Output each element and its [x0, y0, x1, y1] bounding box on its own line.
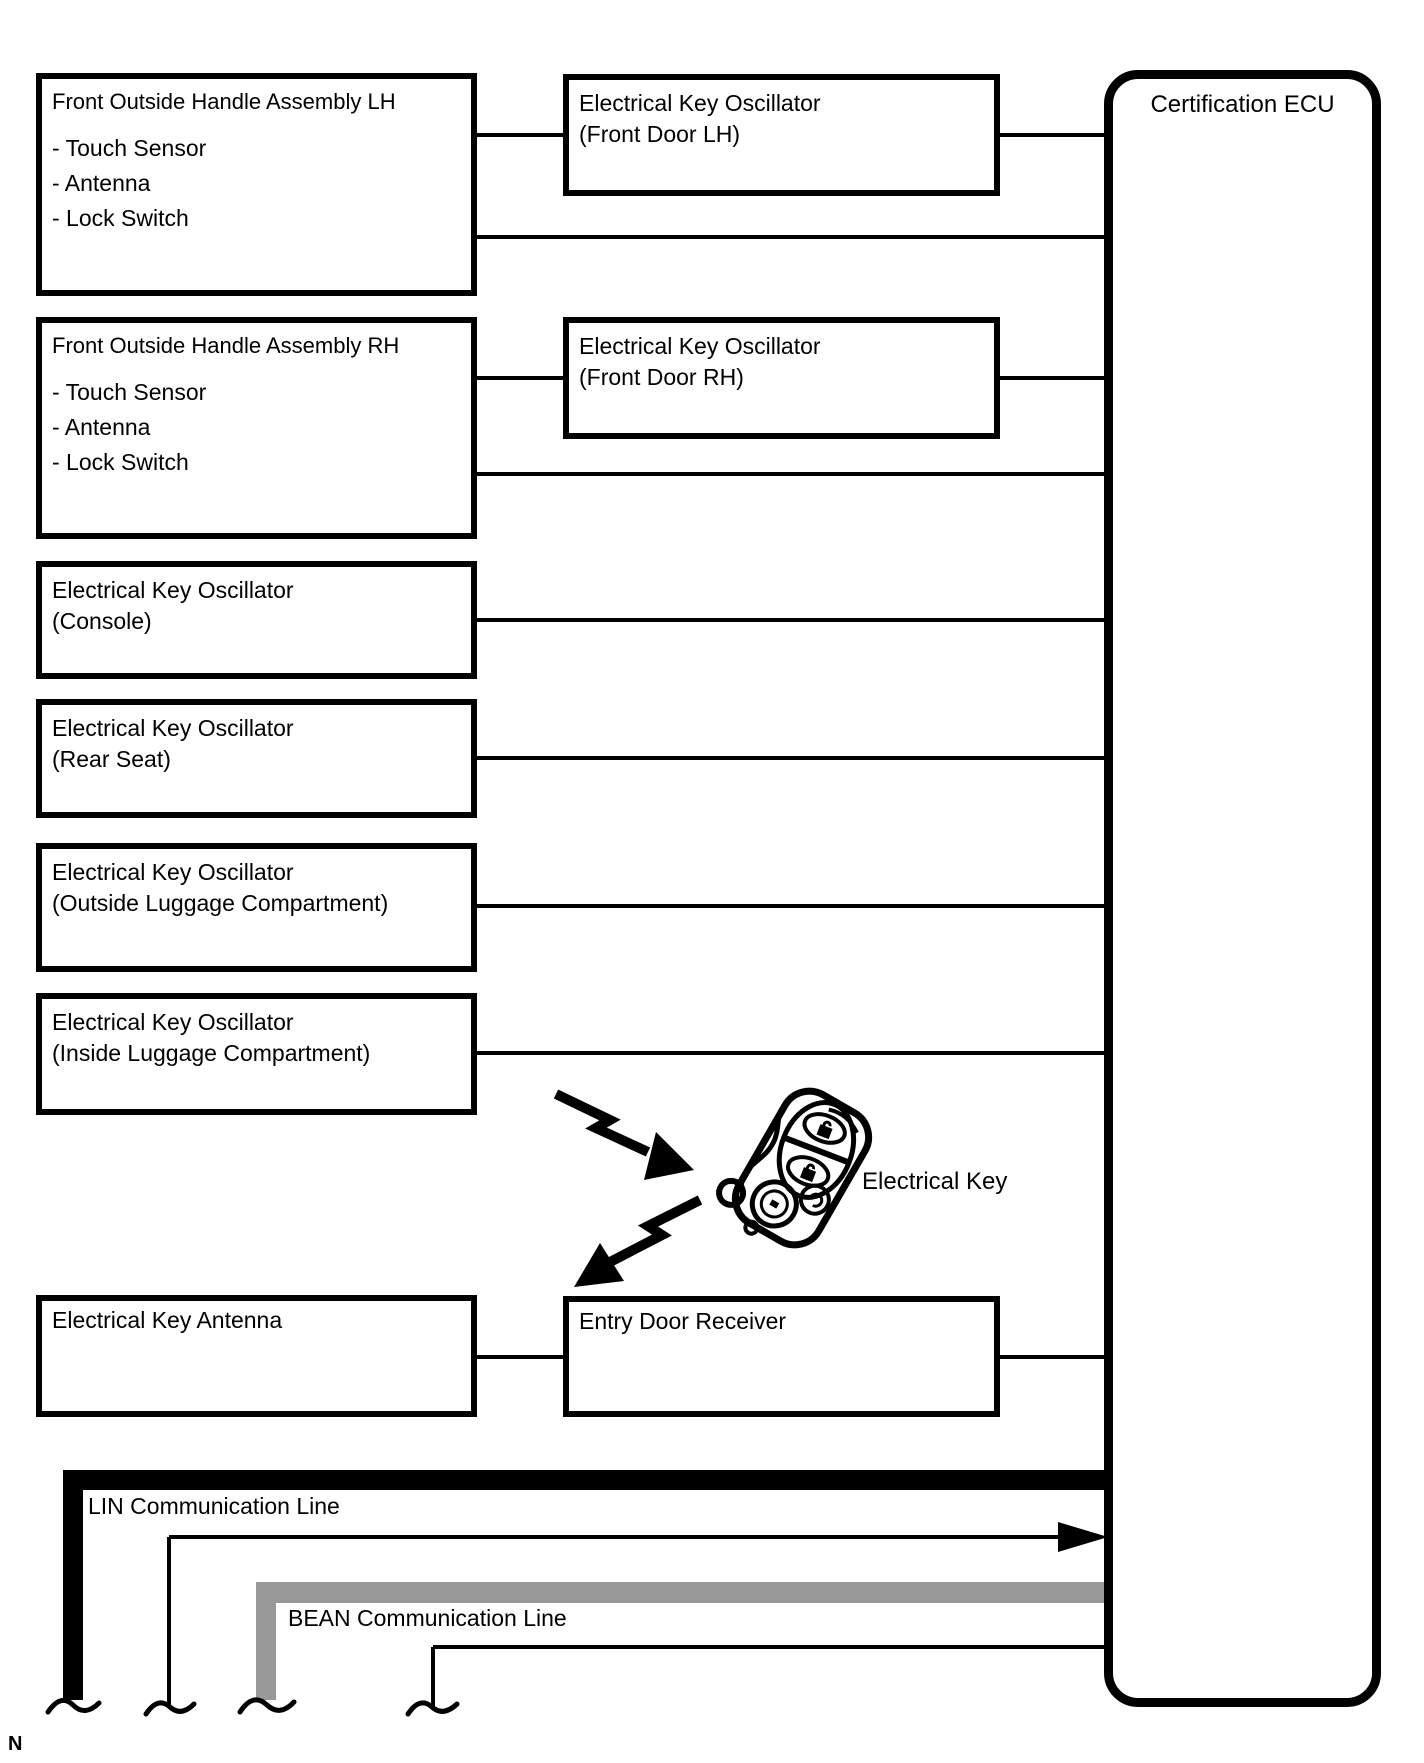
box-label-line1: Electrical Key Antenna: [52, 1307, 283, 1333]
radio-wave-arrow-to-receiver: [574, 1200, 700, 1287]
box-oscillator-front-door-lh: [563, 74, 1000, 196]
box-oscillator-inside-luggage: [36, 993, 477, 1115]
bean-communication-bus: [256, 1582, 1110, 1700]
box-entry-door-receiver: [563, 1296, 1000, 1417]
box-oscillator-front-door-rh: [563, 317, 1000, 439]
box-label-line1: Electrical Key Oscillator: [52, 715, 294, 741]
box-certification-ecu: [1104, 70, 1381, 1707]
wire-break-squiggle-icons: [48, 1700, 457, 1714]
box-label-line2: (Rear Seat): [52, 746, 171, 772]
page-marker: N: [8, 1733, 23, 1755]
bean-communication-line-label: BEAN Communication Line: [288, 1605, 567, 1631]
box-title: Front Outside Handle Assembly LH: [52, 89, 396, 114]
box-label-line1: Entry Door Receiver: [579, 1308, 787, 1334]
box-oscillator-outside-luggage: [36, 843, 477, 972]
box-label-line2: (Outside Luggage Compartment): [52, 890, 389, 916]
box-item: - Lock Switch: [52, 205, 189, 231]
box-oscillator-rear-seat: [36, 699, 477, 818]
box-electrical-key-antenna: [36, 1295, 477, 1417]
radio-wave-arrow-to-key: [556, 1094, 694, 1180]
box-oscillator-console: [36, 561, 477, 679]
box-item: - Antenna: [52, 414, 151, 440]
box-label-line1: Electrical Key Oscillator: [52, 1009, 294, 1035]
box-label-line1: Electrical Key Oscillator: [579, 333, 821, 359]
ecu-title: Certification ECU: [1150, 91, 1335, 118]
box-front-handle-lh: [36, 73, 477, 296]
box-label-line1: Electrical Key Oscillator: [52, 577, 294, 603]
box-item: - Antenna: [52, 170, 151, 196]
lin-arrowhead-icon: [1058, 1522, 1108, 1552]
box-front-handle-rh: [36, 317, 477, 539]
electrical-key-fob-icon: [708, 1071, 881, 1263]
box-label-line2: (Inside Luggage Compartment): [52, 1040, 371, 1066]
box-item-list: [52, 375, 461, 480]
electrical-key-label: Electrical Key: [862, 1168, 1008, 1195]
bean-branch-line: [433, 1647, 1110, 1706]
box-label-line1: Electrical Key Oscillator: [579, 90, 821, 116]
box-item: - Lock Switch: [52, 449, 189, 475]
box-label-line2: (Front Door LH): [579, 121, 741, 147]
box-item: - Touch Sensor: [52, 135, 207, 161]
box-item: - Touch Sensor: [52, 379, 207, 405]
box-item-list: [52, 131, 461, 236]
box-title: Front Outside Handle Assembly RH: [52, 333, 400, 358]
box-label-line1: Electrical Key Oscillator: [52, 859, 294, 885]
lin-communication-line-label: LIN Communication Line: [88, 1493, 340, 1519]
box-label-line2: (Console): [52, 608, 152, 634]
box-label-line2: (Front Door RH): [579, 364, 744, 390]
